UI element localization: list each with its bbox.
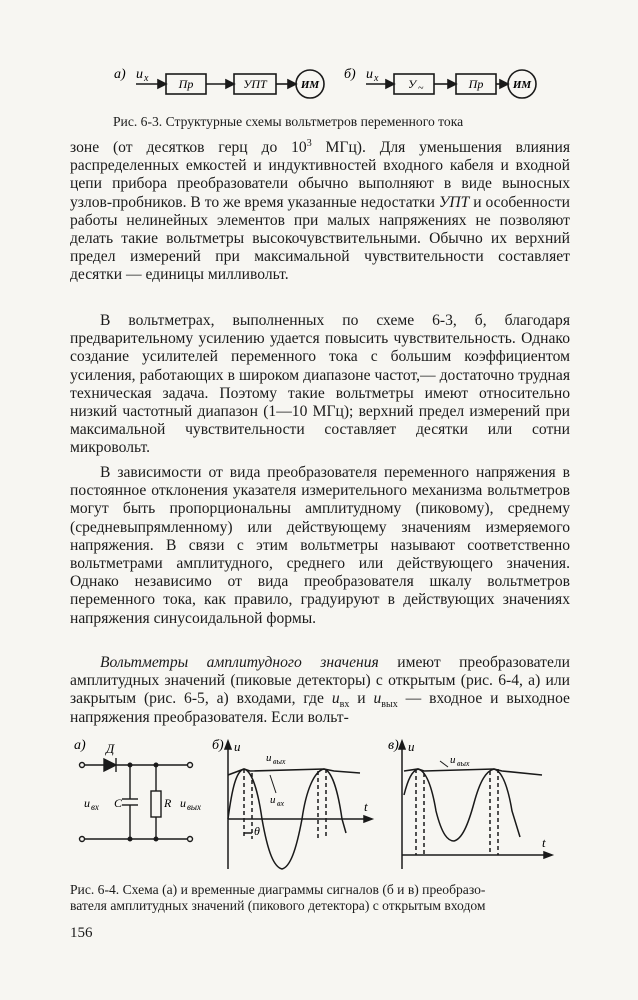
- timing-diagram-b: [225, 741, 372, 869]
- fig63-input-left-sub: x: [144, 73, 149, 84]
- axis-t-b: t: [364, 799, 368, 814]
- u-in-b: u: [270, 794, 276, 806]
- u-in-b-sub: вх: [277, 799, 285, 808]
- figure-6-4-caption-line2: вателя амплитудных значений (пикового детектора) с открытым входом: [70, 898, 486, 913]
- figure-6-3-caption: Рис. 6-3. Структурные схемы вольтметров переменного тока: [113, 114, 464, 129]
- figure-6-3: [100, 58, 540, 110]
- fig64-label-v: в): [388, 738, 399, 753]
- figure-6-4: [70, 735, 570, 875]
- diode-label: Д: [106, 741, 115, 756]
- figure-6-4-caption-line1: Рис. 6-4. Схема (а) и временные диаграммы сигналов (б и в) преобразо-: [70, 882, 486, 897]
- theta-label: θ: [254, 824, 260, 838]
- fig63-input-left: u: [136, 67, 143, 82]
- block-u-label: У: [407, 77, 417, 91]
- resistor-symbol: [151, 791, 161, 817]
- block-u-tilde: ~: [418, 83, 424, 94]
- paragraph-2: В вольтметрах, выполненных по схеме 6-3, б, благодаря предварительному усилению удается повысить чувствительность. Однако создание усилителей переменного тока с большим коэффициентом усиления, работающих в широком диапазоне частот,— достаточно трудная техническая задача. Поэтому такие вольтметры имеют относительно низкий частотный диапазон (1—10 МГц); верхний предел измерений при максимальной чувствительности составляет десятки или сотни микровольт.: [70, 312, 570, 457]
- peak-detector-circuit: [80, 758, 193, 842]
- capacitor-label: C: [114, 796, 123, 810]
- fig64-label-a: а): [74, 738, 86, 753]
- axis-u-b: u: [234, 739, 241, 754]
- fig63-label-a: а): [114, 67, 126, 82]
- axis-t-v: t: [542, 835, 546, 850]
- u-out-label: u: [180, 796, 186, 810]
- diode-symbol: [104, 759, 116, 771]
- fig63-input-right: u: [366, 67, 373, 82]
- block-upt-label: УПТ: [243, 77, 267, 91]
- u-in-sub: вх: [91, 802, 99, 812]
- paragraph-3: В зависимости от вида преобразователя переменного напряжения в постоянное отклонения указателя измерительного механизма вольтметров могут быть пропорциональны амплитудному (пиковому), среднему (средневыпрямленному) или действующему значениям измеряемого напряжения. В связи с этим вольтметры называют соответственно вольтметрами амплитудного, среднего или действующего значения. Однако независимо от вида преобразователя шкалу вольтметров переменного тока, как правило, градуируют в действующих значениях напряжения синусоидальной формы.: [70, 464, 570, 627]
- u-out-b: u: [266, 752, 272, 764]
- fig63-label-b: б): [344, 67, 356, 82]
- block-im-left-label: ИМ: [300, 79, 320, 91]
- block-pr-right-label: Пр: [468, 77, 484, 91]
- u-out-sub: вых: [187, 802, 201, 812]
- block-im-right-label: ИМ: [512, 79, 532, 91]
- input-sine-v: [404, 769, 520, 841]
- page-number: 156: [70, 925, 93, 941]
- paragraph-4: Вольтметры амплитудного значения имеют преобразователи амплитудных значений (пиковые детекторы) с открытым (рис. 6-4, а) или закрытым (рис. 6-5, а) входами, где $u_{вх}$ и $u_{вых}$ — входное и выходное напряжения преобразователя. Если вольт-: [70, 654, 571, 726]
- u-out-b-sub: вых: [273, 757, 286, 766]
- fig64-label-b: б): [212, 738, 224, 753]
- fig63-input-right-sub: x: [374, 73, 379, 84]
- u-out-v: u: [450, 754, 456, 766]
- paragraph-1: зоне (от десятков герц до $10^3$ МГц). Для уменьшения влияния распределенных емкостей и индуктивностей входного кабеля и входной цепи прибора преобразователи обычно выполняют в виде выносных узлов-пробников. В то же время указанные недостатки УПТ и особенности работы нелинейных элементов при малых напряжениях не позволяют делать такие вольтметры высокочувствительными. Обычно их верхний предел измерений при максимальной чувствительности составляет десятки — единицы милливольт.: [70, 137, 571, 284]
- u-out-v-sub: вых: [457, 759, 470, 768]
- u-in-label: u: [84, 796, 90, 810]
- timing-diagram-v: [399, 741, 552, 869]
- axis-u-v: u: [408, 739, 415, 754]
- resistor-label: R: [164, 796, 172, 810]
- block-pr-left-label: Пр: [178, 77, 194, 91]
